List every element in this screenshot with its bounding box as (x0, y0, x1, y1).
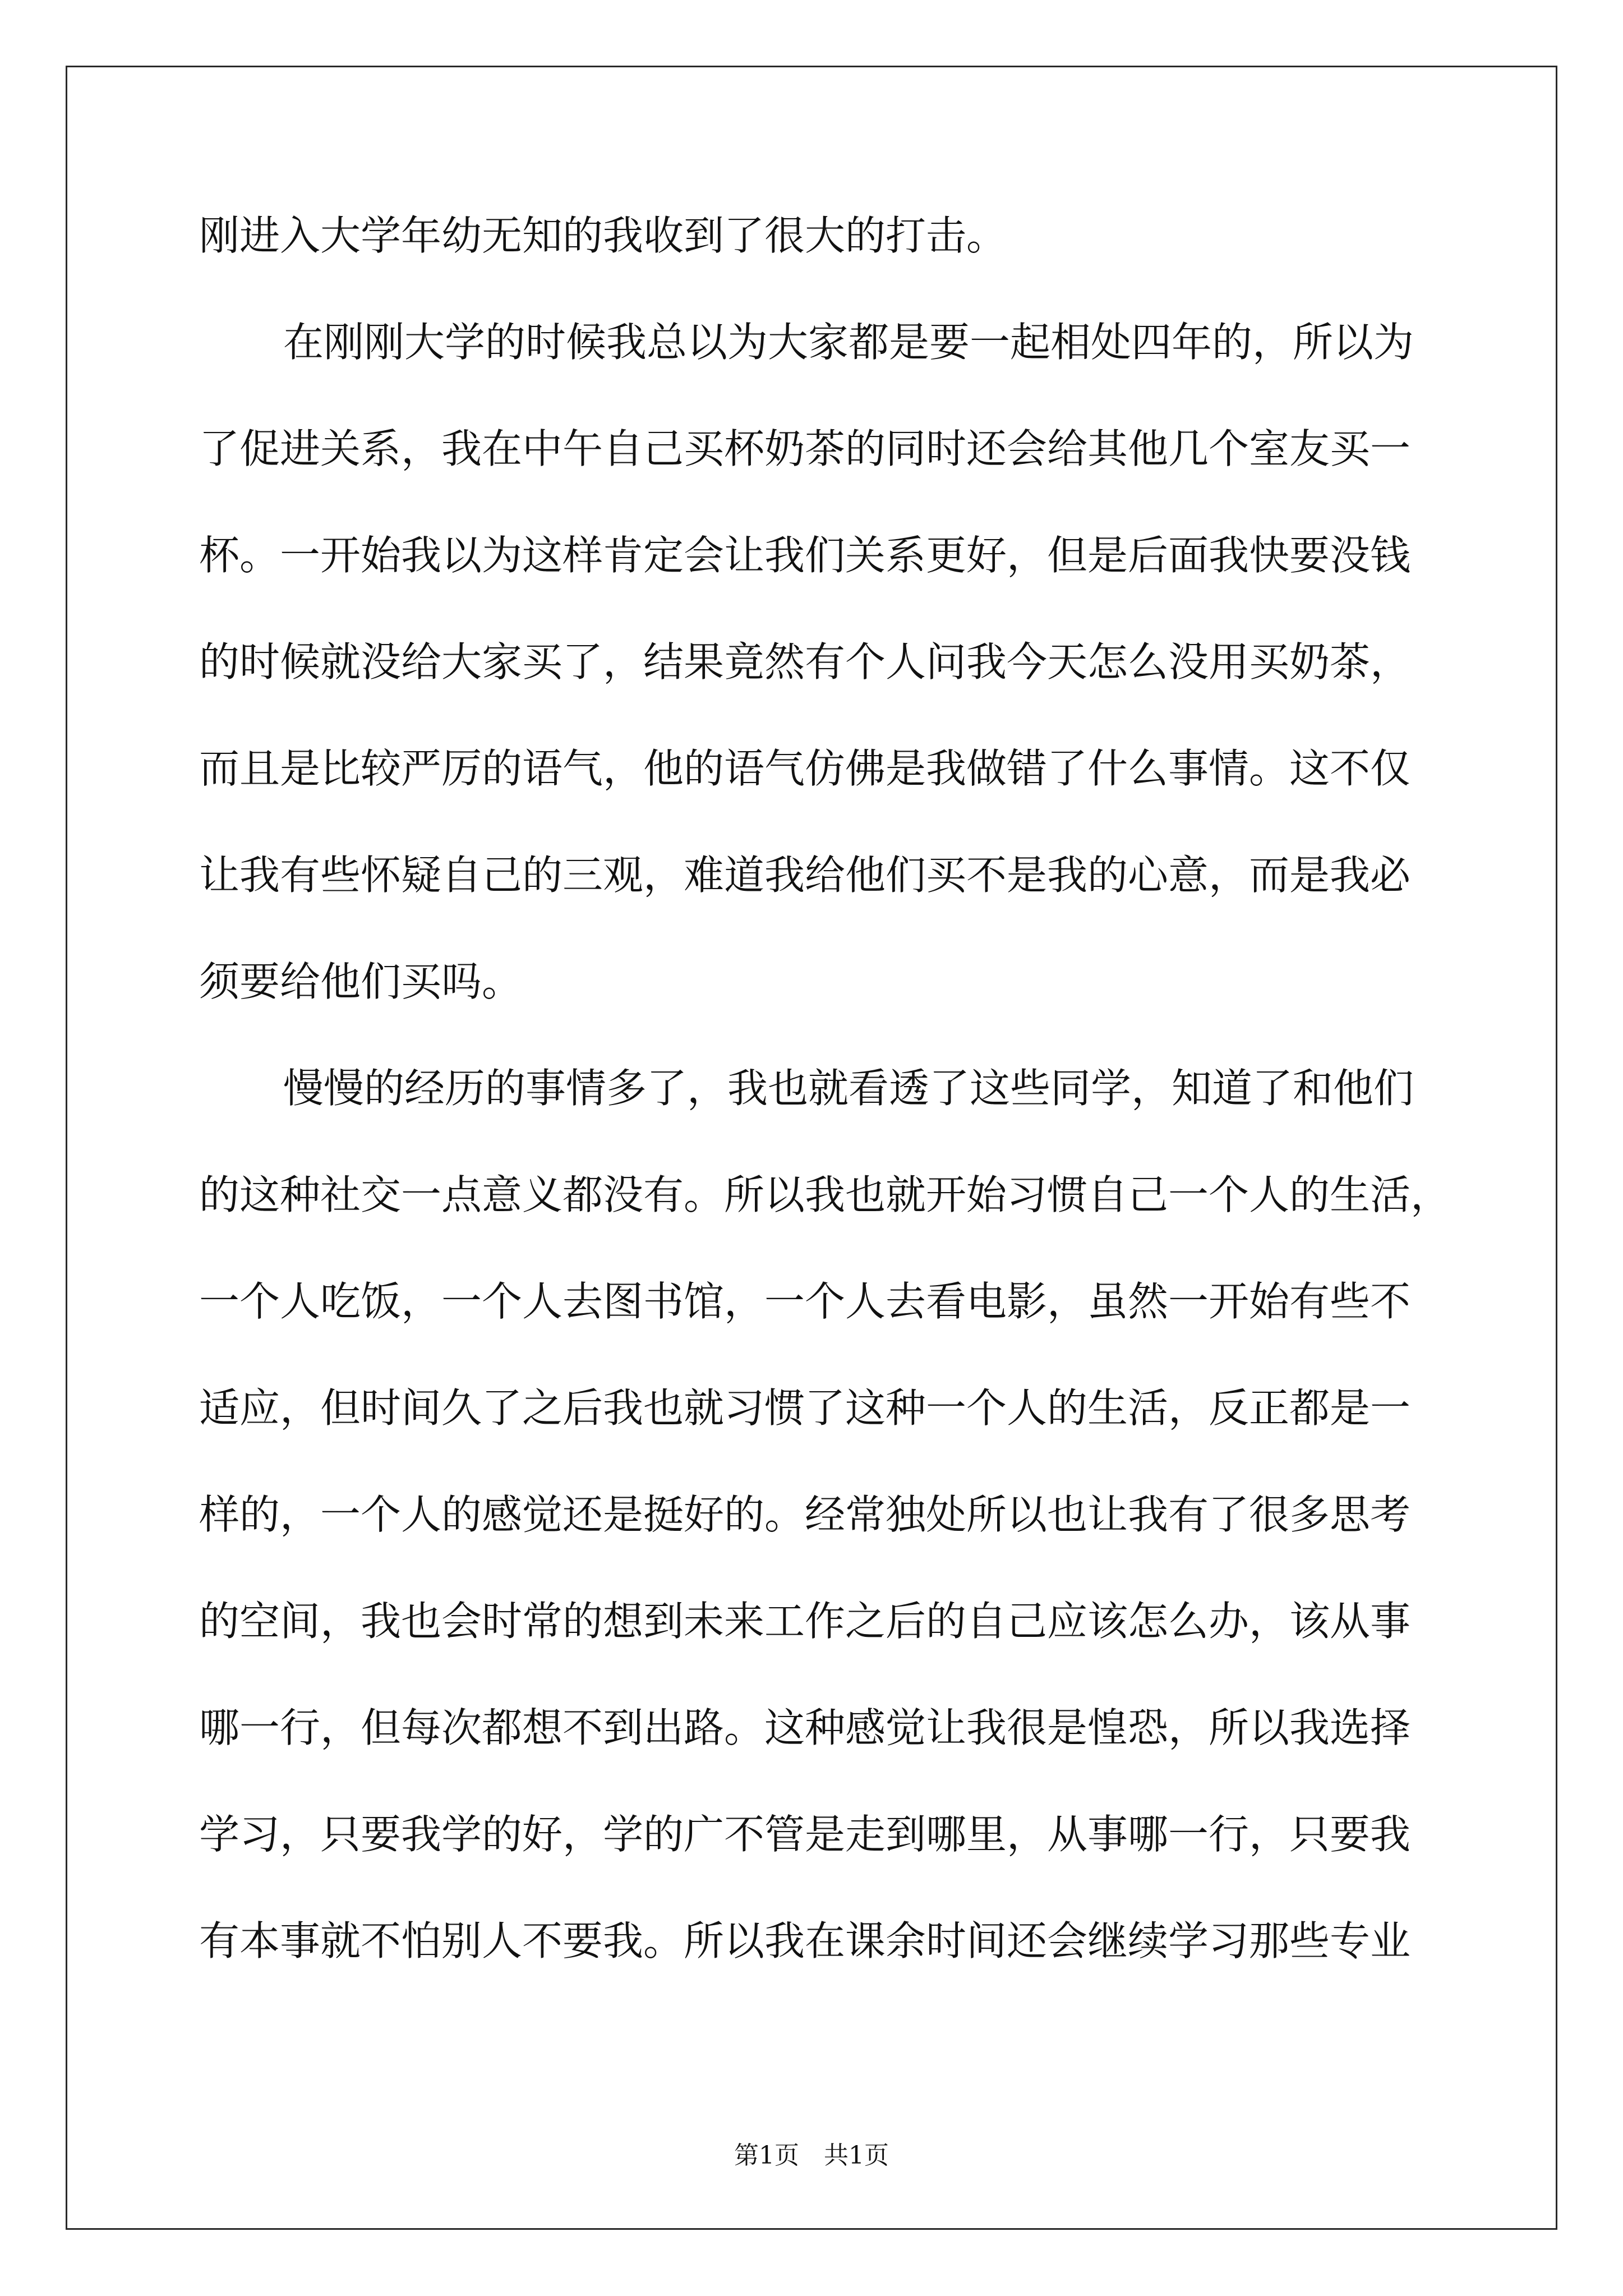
text-line-12: 适应，但时间久了之后我也就习惯了这种一个人的生活，反正都是一 (199, 1384, 1411, 1432)
text-line-13: 样的，一个人的感觉还是挺好的。经常独处所以也让我有了很多思考 (199, 1491, 1411, 1538)
text-line-17: 有本事就不怕别人不要我。所以我在课余时间还会继续学习那些专业 (199, 1917, 1411, 1964)
text-line-16: 学习，只要我学的好，学的广不管是走到哪里，从事哪一行，只要我 (199, 1811, 1411, 1858)
text-line-7: 让我有些怀疑自己的三观，难道我给他们买不是我的心意，而是我必 (199, 852, 1411, 899)
text-line-15: 哪一行，但每次都想不到出路。这种感觉让我很是惶恐，所以我选择 (199, 1704, 1411, 1751)
text-line-6: 而且是比较严厉的语气，他的语气仿佛是我做错了什么事情。这不仅 (199, 745, 1411, 792)
page-footer: 第1页 共1页 (734, 2141, 889, 2170)
text-line-3: 了促进关系，我在中午自己买杯奶茶的同时还会给其他几个室友买一 (199, 425, 1411, 472)
text-line-4: 杯。一开始我以为这样肯定会让我们关系更好，但是后面我快要没钱 (199, 532, 1411, 579)
text-line-1: 刚进入大学年幼无知的我收到了很大的打击。 (199, 212, 1007, 259)
text-line-10: 的这种社交一点意义都没有。所以我也就开始习惯自己一个人的生活， (199, 1171, 1451, 1218)
text-line-8: 须要给他们买吗。 (199, 958, 523, 1005)
text-line-5: 的时候就没给大家买了，结果竟然有个人问我今天怎么没用买奶茶， (199, 638, 1411, 685)
text-line-9: 慢慢的经历的事情多了，我也就看透了这些同学，知道了和他们 (283, 1065, 1414, 1112)
text-line-2: 在刚刚大学的时候我总以为大家都是要一起相处四年的，所以为 (283, 319, 1414, 366)
text-line-11: 一个人吃饭，一个人去图书馆，一个人去看电影，虽然一开始有些不 (199, 1278, 1411, 1325)
text-line-14: 的空间，我也会时常的想到未来工作之后的自己应该怎么办，该从事 (199, 1598, 1411, 1645)
